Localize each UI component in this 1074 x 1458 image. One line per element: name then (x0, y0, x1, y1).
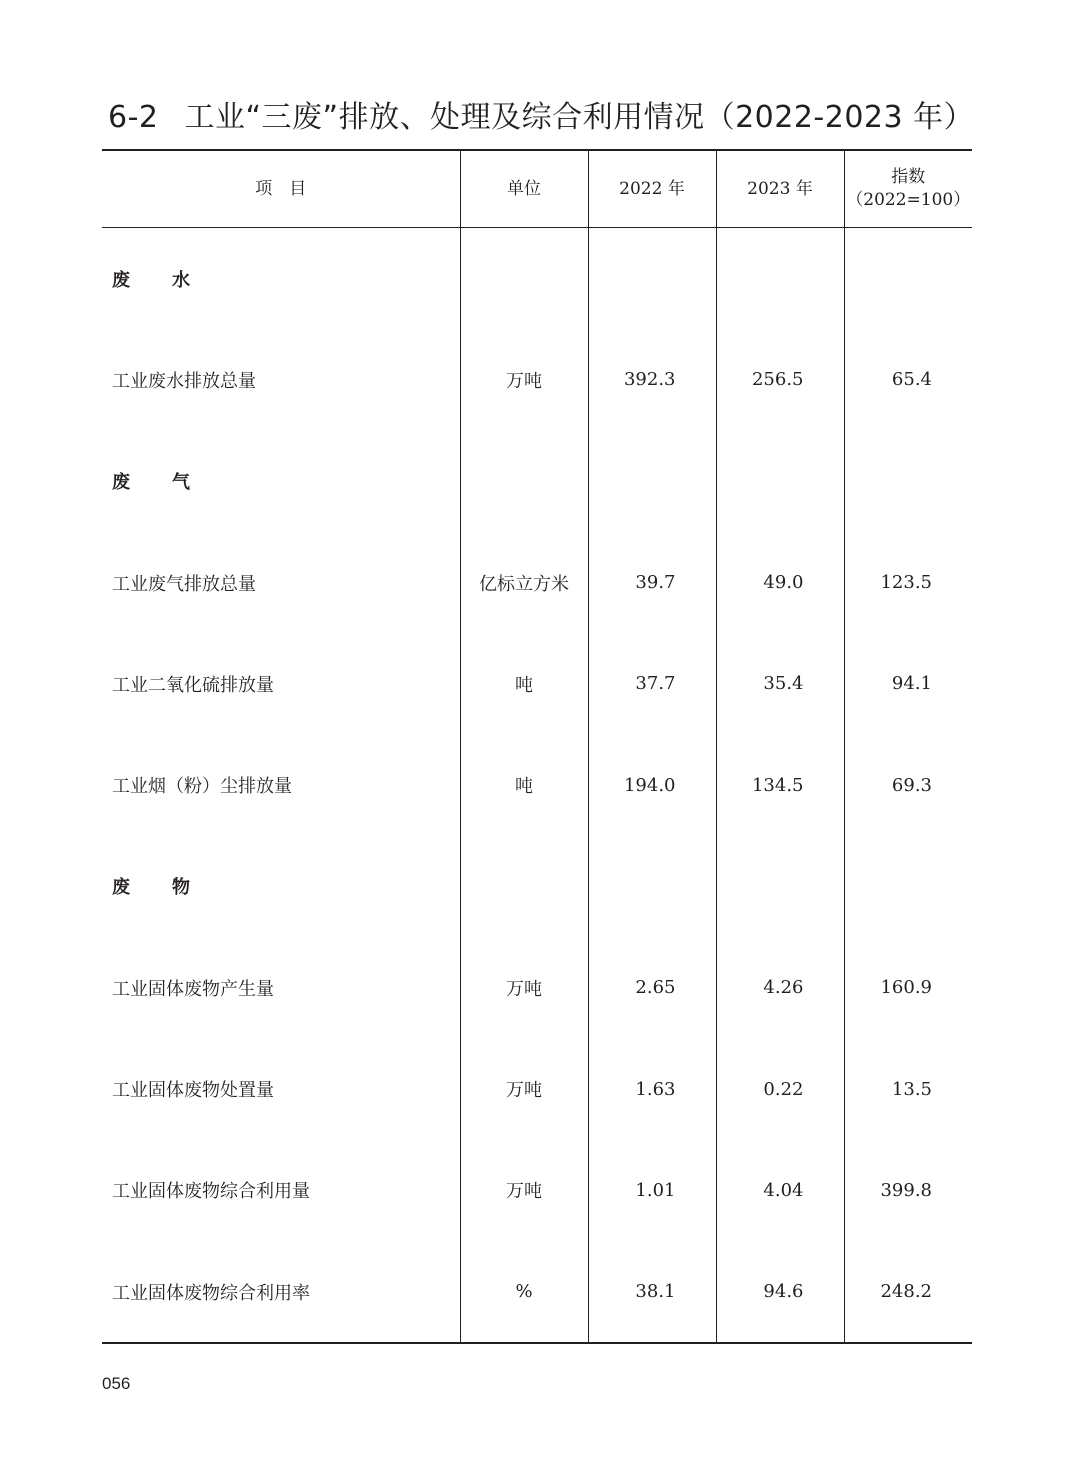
row-item: 工业烟（粉）尘排放量 (112, 776, 292, 798)
row-item: 工业二氧化硫排放量 (112, 674, 274, 696)
table-row (102, 1140, 972, 1241)
table-number: 6-2 (108, 100, 159, 135)
row-item: 工业固体废物综合利用量 (112, 1181, 310, 1203)
section-row-solid (102, 836, 972, 937)
page-number: 056 (102, 1374, 131, 1393)
row-item: 工业废气排放总量 (112, 573, 256, 595)
table-row (102, 1038, 972, 1139)
row-item: 工业固体废物综合利用率 (102, 1241, 460, 1343)
row-unit: 吨 (460, 633, 588, 734)
row-item: 工业固体废物处置量 (112, 1080, 274, 1102)
section-heading-solid: 废 物 (112, 877, 190, 899)
row-unit: 万吨 (460, 1038, 588, 1139)
section-row-gas (102, 431, 972, 532)
row-unit: 亿标立方米 (460, 532, 588, 633)
row-2022: 1.63 (588, 1038, 716, 1139)
row-unit: 万吨 (460, 937, 588, 1038)
row-2022: 37.7 (588, 633, 716, 734)
row-item: 工业固体废物产生量 (112, 978, 274, 1000)
row-2023: 0.22 (716, 1038, 844, 1139)
header-2022: 2022 年 (588, 150, 716, 228)
page-title (108, 96, 1008, 140)
header-item: 项 目 (102, 150, 460, 228)
section-heading-water: 废 水 (112, 269, 190, 291)
row-2023: 134.5 (716, 734, 844, 835)
table-row (102, 329, 972, 430)
row-unit: 万吨 (460, 329, 588, 430)
section-row-water (102, 228, 972, 330)
row-2023: 49.0 (716, 532, 844, 633)
row-2023: 35.4 (716, 633, 844, 734)
table-row (102, 734, 972, 835)
header-unit: 单位 (460, 150, 588, 228)
row-index: 65.4 (844, 329, 972, 430)
header-index-label: 指数 (891, 167, 926, 187)
table-row (102, 1241, 972, 1343)
row-2022: 194.0 (588, 734, 716, 835)
table-row (102, 532, 972, 633)
table-row (102, 633, 972, 734)
row-2022: 39.7 (588, 532, 716, 633)
header-index-base: （2022=100） (846, 190, 971, 210)
data-table (102, 149, 972, 1344)
table-title-text: 工业“三废”排放、处理及综合利用情况（2022-2023 年） (184, 100, 975, 135)
row-index: 399.8 (844, 1140, 972, 1241)
row-2022: 1.01 (588, 1140, 716, 1241)
table-row (102, 937, 972, 1038)
row-item: 工业废水排放总量 (112, 370, 256, 392)
row-2023: 4.26 (716, 937, 844, 1038)
row-unit: 万吨 (460, 1140, 588, 1241)
row-index: 160.9 (844, 937, 972, 1038)
section-heading-gas: 废 气 (112, 472, 190, 494)
row-2023: 94.6 (716, 1241, 844, 1343)
row-index: 13.5 (844, 1038, 972, 1139)
header-index (844, 150, 972, 228)
row-2022: 2.65 (588, 937, 716, 1038)
row-2023: 4.04 (716, 1140, 844, 1241)
header-2023: 2023 年 (716, 150, 844, 228)
row-unit: 吨 (460, 734, 588, 835)
row-2023: 256.5 (716, 329, 844, 430)
row-unit: % (460, 1241, 588, 1343)
row-index: 69.3 (844, 734, 972, 835)
row-2022: 392.3 (588, 329, 716, 430)
row-index: 94.1 (844, 633, 972, 734)
row-2022: 38.1 (588, 1241, 716, 1343)
row-index: 123.5 (844, 532, 972, 633)
header-row (102, 150, 972, 228)
row-index: 248.2 (844, 1241, 972, 1343)
